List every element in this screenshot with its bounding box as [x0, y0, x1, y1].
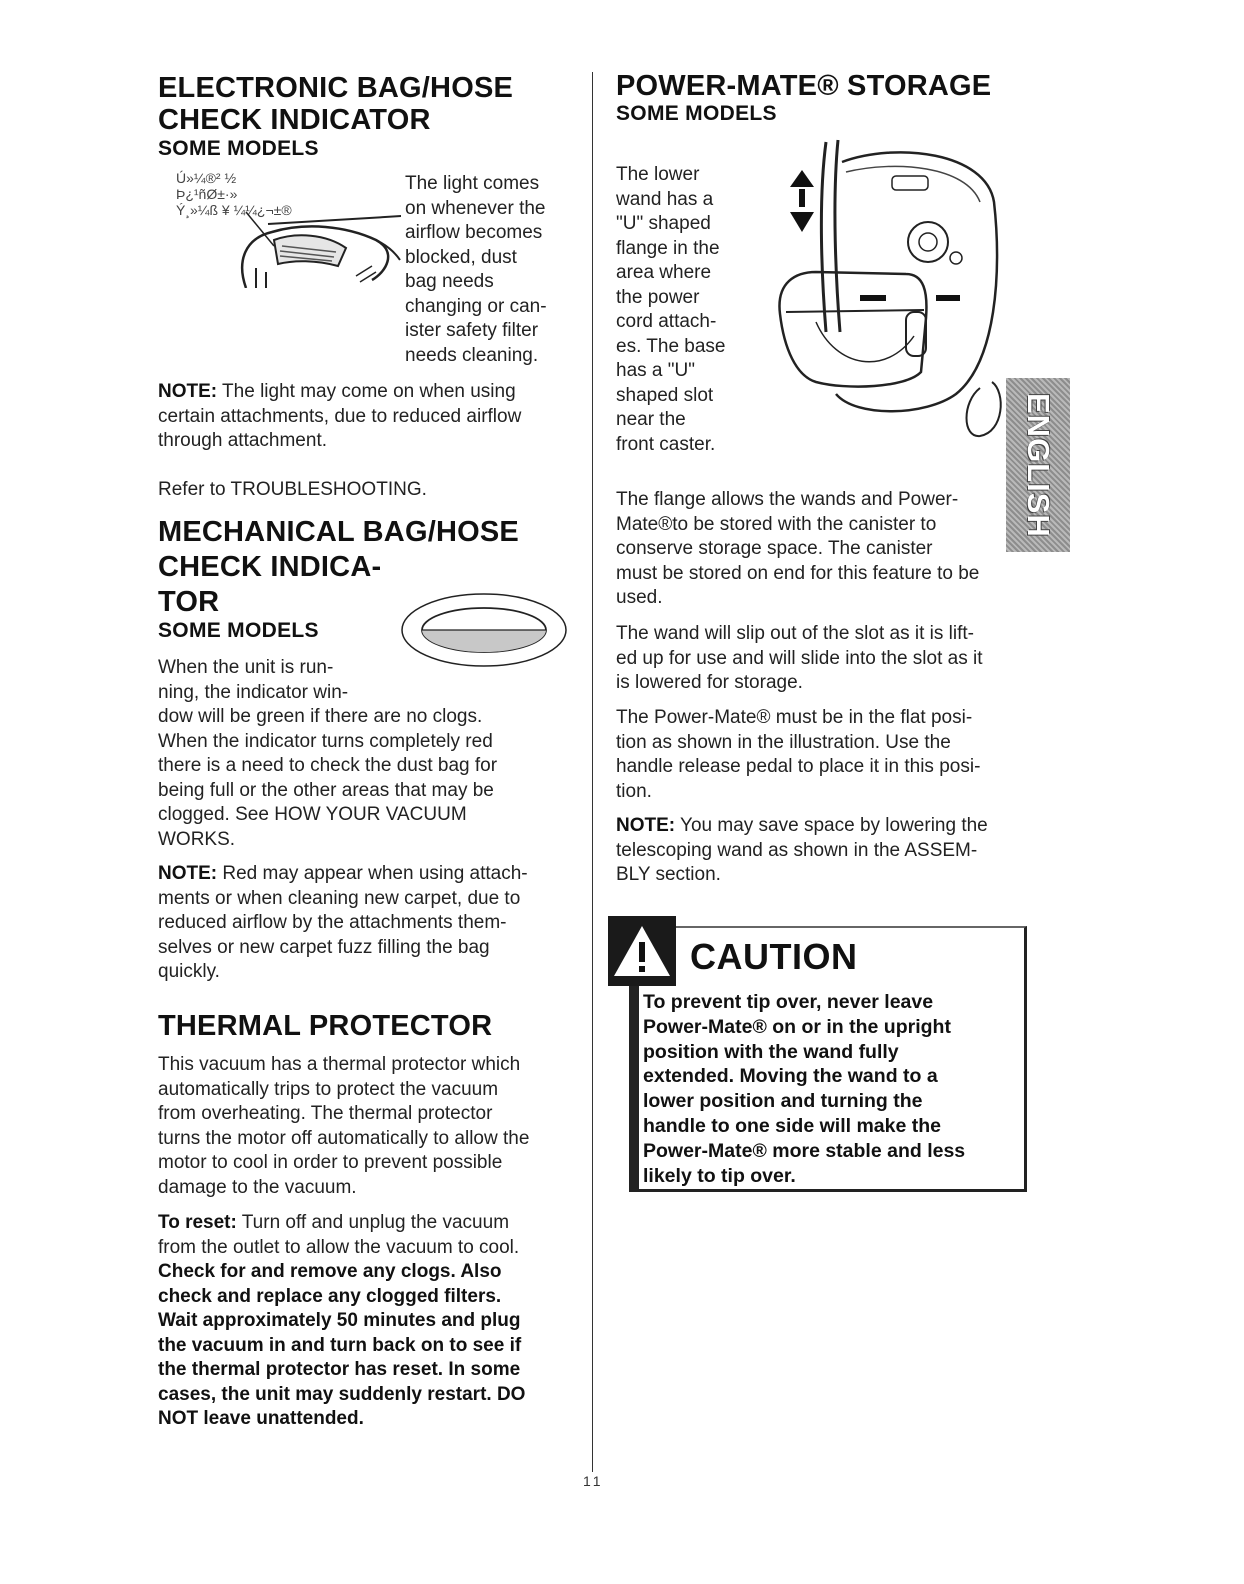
warning-triangle-icon: [608, 916, 676, 986]
mechanical-body: [158, 656, 497, 852]
body-line: "U" shaped: [616, 213, 711, 234]
body-line: must be stored on end for this feature to be: [616, 562, 980, 584]
reset-bold-line: cases, the unit may suddenly restart. DO: [158, 1383, 526, 1405]
light-description: [405, 172, 547, 368]
light-line: ister safety filter: [405, 320, 539, 341]
mechanical-indicator-subtitle: SOME MODELS: [158, 619, 319, 642]
mechanical-indicator-title-line3: TOR: [158, 586, 220, 618]
note-line: reduced airflow by the attachments them-: [158, 912, 507, 933]
caution-line: To prevent tip over, never leave: [643, 991, 934, 1013]
body-line: This vacuum has a thermal protector which: [158, 1054, 521, 1075]
power-mate-storage-title: POWER-MATE® STORAGE: [616, 70, 992, 102]
caution-header: [608, 916, 1036, 986]
body-line: clogged. See HOW YOUR VACUUM: [158, 804, 467, 825]
callout-line: Þ¿¹ñØ±·»: [176, 186, 238, 202]
reset-bold-line: Wait approximately 50 minutes and plug: [158, 1310, 521, 1331]
body-line: cord attach-: [616, 311, 717, 332]
note-line: through attachment.: [158, 430, 327, 451]
body-line: The flange allows the wands and Power-: [616, 489, 959, 510]
caution-line: lower position and turning the: [643, 1090, 923, 1113]
body-line: is lowered for storage.: [616, 672, 803, 693]
vacuum-top-svg: [176, 168, 401, 288]
storage-intro: [616, 163, 726, 457]
electronic-indicator-title-line1: ELECTRONIC BAG/HOSE: [158, 72, 514, 104]
body-line: flange in the: [616, 237, 720, 259]
note-line: The light may come on when using: [222, 381, 516, 402]
body-line: used.: [616, 587, 663, 608]
body-line: tion as shown in the illustration. Use the: [616, 731, 951, 753]
caution-line: extended. Moving the wand to a: [643, 1065, 938, 1088]
language-tab-label: ENGLISH: [1021, 392, 1056, 538]
body-line: front caster.: [616, 433, 716, 455]
callout-line: Ý¸»¼ß ¥ ¼¼¿¬±®: [176, 202, 292, 218]
reset-bold-line: NOT leave unattended.: [158, 1408, 364, 1429]
note-line: Red may appear when using attach-: [222, 863, 528, 884]
caution-line: Power-Mate® on or in the upright: [643, 1015, 951, 1038]
note-line: You may save space by lowering the: [680, 815, 988, 836]
body-line: WORKS.: [158, 828, 236, 850]
note-label: NOTE:: [158, 863, 218, 884]
note-line: selves or new carpet fuzz filling the bag: [158, 936, 490, 958]
storage-note: [616, 814, 988, 888]
body-line: ed up for use and will slide into the slot as it: [616, 647, 983, 669]
body-line: handle release pedal to place it in this posi-: [616, 756, 981, 777]
reset-bold-line: the vacuum in and turn back on to see if: [158, 1334, 522, 1356]
body-line: automatically trips to protect the vacuum: [158, 1078, 499, 1100]
reset-bold-line: check and replace any clogged filters.: [158, 1285, 502, 1307]
caution-line: likely to tip over.: [643, 1164, 796, 1187]
reset-line: Turn off and unplug the vacuum: [241, 1212, 510, 1233]
body-line: dow will be green if there are no clogs.: [158, 706, 483, 727]
body-line: When the indicator turns completely red: [158, 730, 493, 752]
note-label: NOTE:: [158, 381, 218, 402]
body-line: Mate®to be stored with the canister to: [616, 513, 937, 535]
body-line: motor to cool in order to prevent possible: [158, 1152, 503, 1173]
thermal-protector-title: THERMAL PROTECTOR: [158, 1010, 493, 1042]
body-line: The wand will slip out of the slot as it is lift-: [616, 623, 974, 644]
note-line: BLY section.: [616, 864, 721, 885]
electronic-note: [158, 380, 521, 454]
storage-para2: [616, 488, 979, 611]
mechanical-note: [158, 862, 528, 985]
light-line: The light comes: [405, 173, 540, 194]
body-line: near the: [616, 409, 686, 430]
reset-bold-line: the thermal protector has reset. In some: [158, 1359, 521, 1380]
body-line: there is a need to check the dust bag for: [158, 755, 498, 776]
bag-check-indicator-illustration: [176, 168, 401, 288]
storage-para4: [616, 706, 980, 804]
light-line: changing or can-: [405, 295, 547, 317]
refer-troubleshooting: Refer to TROUBLESHOOTING.: [158, 479, 427, 500]
thermal-reset: [158, 1211, 525, 1432]
thermal-body: [158, 1053, 529, 1200]
caution-line: position with the wand fully: [643, 1040, 899, 1063]
power-mate-storage-subtitle: SOME MODELS: [616, 102, 777, 125]
caution-line: Power-Mate® more stable and less: [643, 1139, 966, 1162]
page-number: 11: [583, 1473, 604, 1489]
body-line: the power: [616, 286, 700, 308]
body-line: tion.: [616, 780, 652, 802]
caution-title: CAUTION: [690, 936, 858, 977]
note-line: ments or when cleaning new carpet, due to: [158, 887, 521, 909]
body-line: shaped slot: [616, 384, 714, 406]
caution-text: [643, 990, 1013, 1188]
body-line: turns the motor off automatically to allow the: [158, 1127, 530, 1149]
light-line: bag needs: [405, 271, 494, 292]
reset-label: To reset:: [158, 1212, 237, 1233]
callout-line: Ú»¼®² ½: [176, 170, 237, 186]
language-tab: [1006, 378, 1070, 552]
body-line: wand has a: [616, 188, 714, 210]
body-line: The Power-Mate® must be in the flat posi-: [616, 707, 973, 728]
mechanical-indicator-title-line2: CHECK INDICA-: [158, 551, 382, 583]
body-line: area where: [616, 262, 712, 283]
column-divider: [592, 72, 593, 1472]
note-label: NOTE:: [616, 815, 676, 836]
note-line: telescoping wand as shown in the ASSEM-: [616, 839, 978, 861]
reset-line: from the outlet to allow the vacuum to cool.: [158, 1236, 520, 1258]
body-line: conserve storage space. The canister: [616, 538, 933, 559]
electronic-indicator-subtitle: SOME MODELS: [158, 137, 319, 160]
note-line: quickly.: [158, 961, 220, 982]
light-line: on whenever the: [405, 197, 546, 219]
note-line: certain attachments, due to reduced airflow: [158, 405, 522, 427]
body-line: When the unit is run-: [158, 657, 334, 678]
electronic-indicator-title-line2: CHECK INDICATOR: [158, 104, 431, 136]
storage-para3: [616, 622, 982, 696]
light-line: airflow becomes: [405, 222, 543, 243]
body-line: being full or the other areas that may be: [158, 779, 494, 801]
body-line: ning, the indicator win-: [158, 681, 349, 703]
body-line: The lower: [616, 164, 700, 185]
warning-block: [608, 916, 676, 986]
body-line: has a "U": [616, 360, 695, 381]
mechanical-indicator-title-line1: MECHANICAL BAG/HOSE: [158, 516, 519, 548]
light-line: needs cleaning.: [405, 344, 539, 366]
body-line: damage to the vacuum.: [158, 1176, 357, 1198]
power-mate-storage-illustration: [756, 132, 1006, 472]
body-line: es. The base: [616, 335, 726, 357]
body-line: from overheating. The thermal protector: [158, 1103, 493, 1124]
light-line: blocked, dust: [405, 246, 517, 268]
reset-bold-line: Check for and remove any clogs. Also: [158, 1261, 502, 1282]
caution-line: handle to one side will make the: [643, 1114, 941, 1137]
